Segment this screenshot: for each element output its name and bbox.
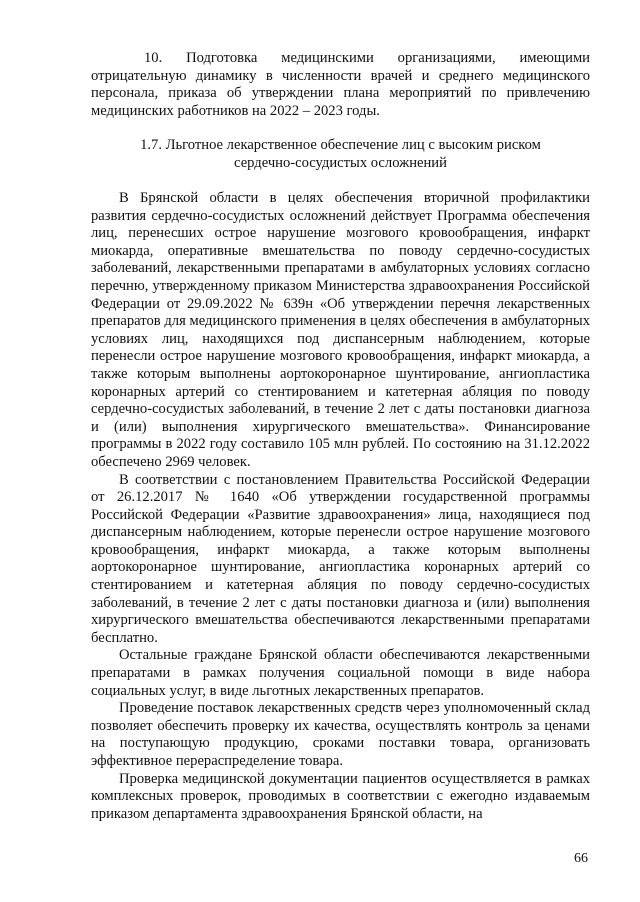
paragraph: Проверка медицинской документации пациентов осуществляется в рамках комплексных проверок, проводимых в соответствии с ежегодно издаваемым приказом департамента здравоохранения Брянской области, на (91, 770, 590, 822)
section-heading (91, 137, 590, 172)
paragraph: Остальные граждане Брянской области обеспечиваются лекарственными препаратами в рамках получения социальной помощи в виде набора социальных услуг, в виде льготных лекарственных препаратов. (91, 647, 590, 699)
paragraph: В соответствии с постановлением Правительства Российской Федерации от 26.12.2017 № 1640 «Об утверждении государственной программы Российской Федерации «Развитие здравоохранения» лица, находящиеся под диспансерным наблюдением, которые перенесли острое нарушение мозгового кровообращения, инфаркт миокарда, а также которым выполнены аортокоронарное шунтирование, ангиопластика коронарных артерий со стентированием и катетерная абляция по поводу сердечно-сосудистых заболеваний, в течение 2 лет с даты постановки диагноза и (или) выполнения хирургического вмешательства обеспечиваются лекарственными препаратами бесплатно. (91, 471, 590, 646)
paragraph: В Брянской области в целях обеспечения вторичной профилактики развития сердечно-сосудистых осложнений действует Программа обеспечения лиц, перенесших острое нарушение мозгового кровообращения, инфаркт миокарда, оперативные вмешательства по поводу сердечно-сосудистых заболеваний, лекарственными препаратами в амбулаторных условиях согласно перечню, утвержденному приказом Министерства здравоохранения Российской Федерации от 29.09.2022 № 639н «Об утверждении перечня лекарственных препаратов для медицинского применения в целях обеспечения в амбулаторных условиях лиц, находящихся под диспансерным наблюдением, которые перенесли острое нарушение мозгового кровообращения, инфаркт миокарда, а также которым выполнены аортокоронарное шунтирование, ангиопластика коронарных артерий со стентированием и катетерная абляция по поводу сердечно-сосудистых заболеваний, в течение 2 лет с даты постановки диагноза и (или) выполнения хирургического вмешательства». Финансирование программы в 2022 году составило 105 млн рублей. По состоянию на 31.12.2022 обеспечено 2969 человек. (91, 190, 590, 470)
section-heading-line-1: 1.7. Льготное лекарственное обеспечение лиц с высоким риском (140, 137, 541, 153)
page-number: 66 (574, 851, 588, 866)
paragraph: Проведение поставок лекарственных средств через уполномоченный склад позволяет обеспечить проверку их качества, осуществлять контроль за ценами на поступающую продукцию, сроками поставки товара, организовать эффективное перераспределение товара. (91, 700, 590, 769)
section-body (91, 190, 590, 823)
section-heading-line-2: сердечно-сосудистых осложнений (234, 154, 447, 171)
list-item-10: 10. Подготовка медицинскими организациями, имеющими отрицательную динамику в численности врачей и среднего медицинского персонала, приказа об утверждении плана мероприятий по привлечению медицинских работников на 2022 – 2023 годы. (91, 50, 590, 119)
